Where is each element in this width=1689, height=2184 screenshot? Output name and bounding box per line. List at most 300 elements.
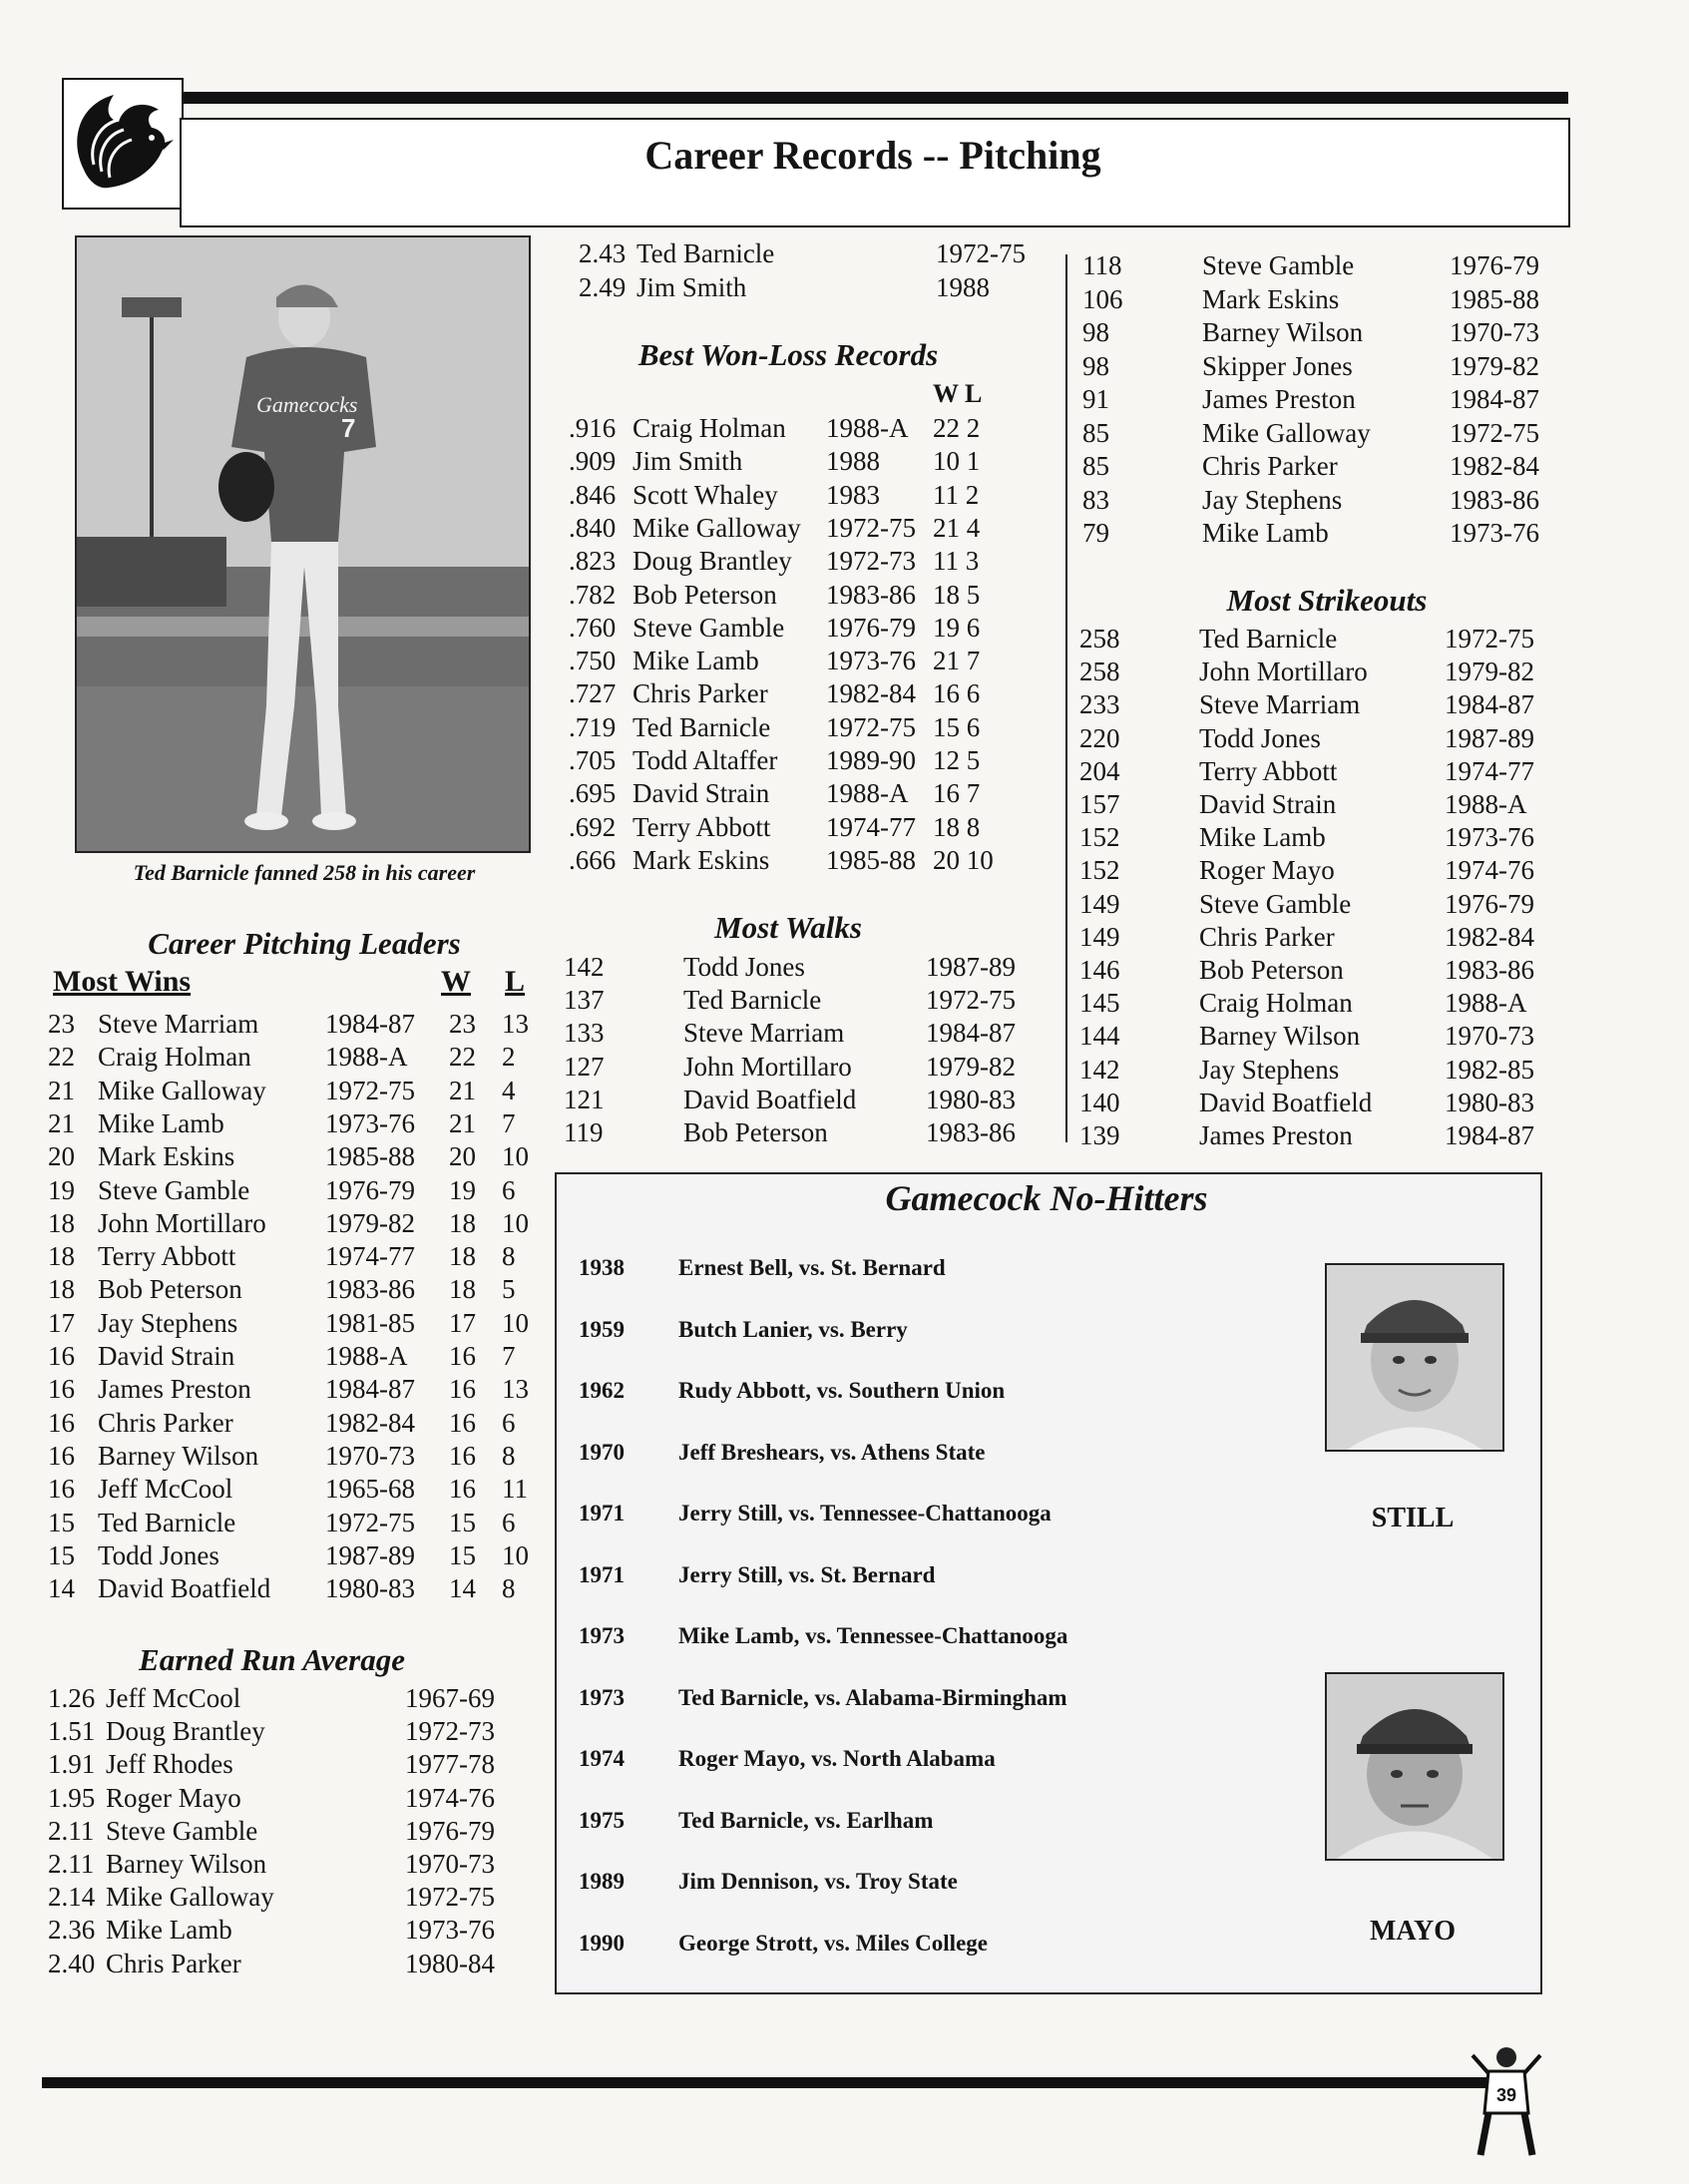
- wins-count: 18: [48, 1207, 75, 1238]
- player-years: 1983-86: [926, 1117, 1016, 1147]
- player-years: 1987-89: [926, 952, 1016, 982]
- player-years: 1987-89: [1445, 722, 1534, 753]
- player-name: Bob Peterson: [1199, 955, 1344, 985]
- strikeouts-count: 146: [1079, 955, 1120, 985]
- player-years: 1972-75: [1450, 417, 1539, 448]
- still-portrait: [1327, 1265, 1502, 1450]
- no-hitter-game: Ernest Bell, vs. St. Bernard: [678, 1255, 946, 1280]
- walks-count: 133: [564, 1018, 605, 1049]
- player-name: David Strain: [633, 778, 770, 809]
- player-name: Skipper Jones: [1202, 350, 1353, 381]
- player-years: 1987-89: [325, 1539, 415, 1570]
- player-name: Craig Holman: [98, 1042, 251, 1073]
- walks-count: 137: [564, 985, 605, 1016]
- losses-value: 8: [502, 1241, 516, 1272]
- no-hitter-year: 1990: [579, 1930, 625, 1956]
- losses-value: 10: [502, 1207, 529, 1238]
- player-years: 1972-73: [405, 1716, 495, 1747]
- wins-value: 14: [449, 1573, 476, 1604]
- player-name: Steve Marriam: [1199, 689, 1361, 720]
- era-value: 1.51: [48, 1716, 96, 1747]
- player-name: Ted Barnicle: [98, 1507, 236, 1537]
- player-name: Chris Parker: [98, 1407, 233, 1438]
- mayo-photo-label: MAYO: [1369, 1916, 1457, 1947]
- player-name: Ted Barnicle: [636, 238, 775, 268]
- won-loss-value: 11 2: [933, 479, 980, 510]
- no-hitter-game: Jeff Breshears, vs. Athens State: [678, 1439, 986, 1465]
- win-pct: .750: [569, 646, 617, 676]
- player-years: 1988-A: [1445, 789, 1527, 819]
- wins-count: 22: [48, 1042, 75, 1073]
- jersey-number: 7: [341, 413, 356, 443]
- player-years: 1973-76: [826, 646, 916, 676]
- still-photo-label: STILL: [1371, 1503, 1455, 1533]
- won-loss-value: 21 4: [933, 512, 981, 543]
- losses-value: 6: [502, 1174, 516, 1205]
- player-years: 1979-82: [1445, 656, 1534, 687]
- page-title: Career Records -- Pitching: [644, 133, 1101, 178]
- win-pct: .782: [569, 579, 617, 610]
- player-years: 1972-75: [826, 512, 916, 543]
- wins-value: 17: [449, 1307, 476, 1338]
- player-years: 1984-87: [1445, 689, 1534, 720]
- player-name: Steve Marriam: [683, 1018, 845, 1049]
- losses-value: 13: [502, 1009, 529, 1039]
- wins-count: 23: [48, 1009, 75, 1039]
- player-name: Roger Mayo: [106, 1782, 241, 1813]
- wins-value: 16: [449, 1341, 476, 1371]
- player-name: James Preston: [1202, 384, 1356, 414]
- player-name: Mike Galloway: [633, 512, 801, 543]
- player-years: 1973-76: [325, 1107, 415, 1138]
- win-pct: .823: [569, 546, 617, 577]
- player-name: Mike Lamb: [633, 646, 759, 676]
- player-name: Mike Lamb: [1202, 518, 1329, 548]
- player-name: Roger Mayo: [1199, 855, 1335, 886]
- player-name: Mike Lamb: [1199, 822, 1326, 853]
- walks-count: 79: [1082, 518, 1109, 548]
- won-loss-value: 21 7: [933, 646, 981, 676]
- player-name: Jay Stephens: [98, 1307, 238, 1338]
- won-loss-value: 19 6: [933, 612, 981, 643]
- gamecock-logo: [62, 78, 184, 210]
- player-years: 1985-88: [325, 1141, 415, 1172]
- player-name: Chris Parker: [106, 1948, 241, 1978]
- player-years: 1984-87: [325, 1374, 415, 1405]
- era-value: 2.40: [48, 1948, 96, 1978]
- player-years: 1983: [826, 479, 880, 510]
- player-name: Todd Jones: [98, 1539, 219, 1570]
- player-name: Steve Marriam: [98, 1009, 259, 1039]
- player-years: 1973-76: [405, 1915, 495, 1946]
- player-name: Steve Gamble: [1202, 250, 1355, 280]
- player-name: John Mortillaro: [1199, 656, 1368, 687]
- still-photo: [1325, 1263, 1504, 1452]
- player-years: 1983-86: [325, 1274, 415, 1305]
- player-name: Ted Barnicle: [1199, 624, 1338, 654]
- wins-count: 16: [48, 1341, 75, 1371]
- mayo-portrait: [1327, 1674, 1502, 1859]
- player-years: 1972-73: [826, 546, 916, 577]
- era-value: 2.49: [579, 272, 627, 302]
- win-pct: .692: [569, 811, 617, 842]
- era-value: 1.26: [48, 1683, 96, 1713]
- strikeouts-count: 157: [1079, 789, 1120, 819]
- player-years: 1972-75: [325, 1507, 415, 1537]
- no-hitter-game: George Strott, vs. Miles College: [678, 1930, 988, 1956]
- player-years: 1979-82: [1450, 350, 1539, 381]
- wins-value: 18: [449, 1207, 476, 1238]
- player-years: 1972-75: [826, 711, 916, 742]
- player-name: Doug Brantley: [633, 546, 792, 577]
- walks-count: 127: [564, 1051, 605, 1082]
- won-loss-value: 12 5: [933, 745, 981, 775]
- wins-value: 20: [449, 1141, 476, 1172]
- batter-icon: [1467, 2043, 1546, 2163]
- losses-value: 4: [502, 1075, 516, 1105]
- era-title: Earned Run Average: [139, 1642, 405, 1677]
- no-hitter-game: Roger Mayo, vs. North Alabama: [678, 1746, 996, 1771]
- walks-count: 118: [1082, 250, 1122, 280]
- wins-count: 16: [48, 1440, 75, 1471]
- wins-count: 21: [48, 1075, 75, 1105]
- player-name: Todd Jones: [1199, 722, 1321, 753]
- player-years: 1980-83: [1445, 1087, 1534, 1117]
- player-years: 1974-77: [1445, 755, 1534, 786]
- win-pct: .705: [569, 745, 617, 775]
- strikeouts-count: 149: [1079, 921, 1120, 952]
- player-years: 1976-79: [1450, 250, 1539, 280]
- won-loss-value: 18 8: [933, 811, 981, 842]
- player-name: David Boatfield: [683, 1084, 857, 1114]
- player-name: Terry Abbott: [98, 1241, 236, 1272]
- losses-value: 5: [502, 1274, 516, 1305]
- player-name: Steve Gamble: [98, 1174, 250, 1205]
- won-loss-title: Best Won-Loss Records: [637, 337, 939, 372]
- player-years: 1965-68: [325, 1474, 415, 1505]
- strikeouts-count: 204: [1079, 755, 1120, 786]
- wins-count: 20: [48, 1141, 75, 1172]
- player-name: Barney Wilson: [98, 1440, 259, 1471]
- no-hitter-year: 1974: [579, 1746, 625, 1771]
- bottom-rule: [42, 2077, 1488, 2088]
- strikeouts-count: 152: [1079, 855, 1120, 886]
- no-hitter-year: 1975: [579, 1807, 625, 1833]
- player-name: Mark Eskins: [633, 844, 770, 875]
- losses-value: 7: [502, 1341, 516, 1371]
- player-years: 1970-73: [1445, 1021, 1534, 1052]
- wins-count: 21: [48, 1107, 75, 1138]
- player-name: Jim Smith: [633, 446, 743, 477]
- jersey-text: Gamecocks: [256, 392, 358, 417]
- player-years: 1982-84: [1445, 921, 1534, 952]
- walks-count: 98: [1082, 350, 1109, 381]
- era-value: 1.91: [48, 1749, 96, 1780]
- player-name: Todd Altaffer: [633, 745, 778, 775]
- player-years: 1980-84: [405, 1948, 495, 1978]
- wins-value: 18: [449, 1274, 476, 1305]
- no-hitter-year: 1938: [579, 1255, 625, 1280]
- top-rule: [180, 92, 1568, 104]
- wins-value: 21: [449, 1107, 476, 1138]
- wins-value: 21: [449, 1075, 476, 1105]
- player-years: 1984-87: [325, 1009, 415, 1039]
- player-years: 1970-73: [1450, 317, 1539, 347]
- player-name: David Boatfield: [1199, 1087, 1373, 1117]
- player-name: Chris Parker: [1202, 451, 1338, 481]
- player-years: 1972-75: [405, 1882, 495, 1913]
- player-years: 1973-76: [1445, 822, 1534, 853]
- no-hitter-year: 1973: [579, 1684, 625, 1710]
- wins-value: 22: [449, 1042, 476, 1073]
- photo-caption: Ted Barnicle fanned 258 in his career: [133, 860, 476, 885]
- player-name: Mike Lamb: [98, 1107, 224, 1138]
- player-years: 1984-87: [1445, 1120, 1534, 1150]
- player-years: 1983-86: [1450, 484, 1539, 515]
- wins-count: 16: [48, 1407, 75, 1438]
- player-years: 1983-86: [1445, 955, 1534, 985]
- player-name: Jeff McCool: [106, 1683, 241, 1713]
- player-name: Jeff Rhodes: [106, 1749, 233, 1780]
- career-leaders-title: Career Pitching Leaders: [148, 926, 461, 961]
- wins-count: 16: [48, 1474, 75, 1505]
- wins-value: 16: [449, 1440, 476, 1471]
- no-hitter-game: Rudy Abbott, vs. Southern Union: [678, 1378, 1006, 1403]
- player-years: 1976-79: [826, 612, 916, 643]
- player-years: 1977-78: [405, 1749, 495, 1780]
- player-years: 1972-75: [926, 985, 1016, 1016]
- player-name: John Mortillaro: [98, 1207, 266, 1238]
- player-name: David Strain: [1199, 789, 1337, 819]
- no-hitter-year: 1973: [579, 1623, 625, 1648]
- player-name: Mike Galloway: [1202, 417, 1371, 448]
- player-years: 1982-84: [1450, 451, 1539, 481]
- player-name: Mike Galloway: [106, 1882, 274, 1913]
- player-name: Craig Holman: [1199, 988, 1353, 1019]
- pitcher-photo-graphic: [77, 237, 529, 851]
- player-years: 1972-75: [1445, 624, 1534, 654]
- player-name: Craig Holman: [633, 413, 786, 443]
- strikeouts-count: 140: [1079, 1087, 1120, 1117]
- wins-value: 16: [449, 1374, 476, 1405]
- column-divider: [1065, 254, 1067, 1142]
- player-name: Steve Gamble: [633, 612, 785, 643]
- mayo-photo: [1325, 1672, 1504, 1861]
- wins-count: 16: [48, 1374, 75, 1405]
- win-pct: .727: [569, 678, 617, 709]
- player-name: Steve Gamble: [1199, 888, 1352, 919]
- player-years: 1970-73: [405, 1849, 495, 1879]
- era-value: 2.36: [48, 1915, 96, 1946]
- wins-count: 17: [48, 1307, 75, 1338]
- losses-value: 8: [502, 1440, 516, 1471]
- losses-value: 10: [502, 1539, 529, 1570]
- walks-count: 91: [1082, 384, 1109, 414]
- player-years: 1973-76: [1450, 518, 1539, 548]
- no-hitter-game: Ted Barnicle, vs. Earlham: [678, 1807, 934, 1833]
- wins-value: 19: [449, 1174, 476, 1205]
- no-hitter-game: Ted Barnicle, vs. Alabama-Birmingham: [678, 1684, 1067, 1710]
- gamecock-icon: [64, 80, 182, 208]
- wins-value: 15: [449, 1507, 476, 1537]
- player-name: Steve Gamble: [106, 1815, 258, 1846]
- player-years: 1976-79: [405, 1815, 495, 1846]
- player-name: Jim Smith: [636, 272, 747, 302]
- player-years: 1988-A: [1445, 988, 1527, 1019]
- player-years: 1974-76: [405, 1782, 495, 1813]
- player-years: 1967-69: [405, 1683, 495, 1713]
- won-loss-value: 22 2: [933, 413, 981, 443]
- player-years: 1979-82: [325, 1207, 415, 1238]
- wins-value: 23: [449, 1009, 476, 1039]
- strikeouts-count: 220: [1079, 722, 1120, 753]
- player-name: Scott Whaley: [633, 479, 778, 510]
- strikeouts-count: 152: [1079, 822, 1120, 853]
- won-loss-value: 18 5: [933, 579, 981, 610]
- player-years: 1979-82: [926, 1051, 1016, 1082]
- player-years: 1972-75: [325, 1075, 415, 1105]
- wins-count: 18: [48, 1241, 75, 1272]
- player-name: Bob Peterson: [98, 1274, 242, 1305]
- wins-count: 18: [48, 1274, 75, 1305]
- era-value: 1.95: [48, 1782, 96, 1813]
- no-hitter-game: Jerry Still, vs. St. Bernard: [678, 1561, 936, 1587]
- player-name: Doug Brantley: [106, 1716, 265, 1747]
- strikeouts-count: 139: [1079, 1120, 1120, 1150]
- walks-count: 98: [1082, 317, 1109, 347]
- walks-count: 119: [564, 1117, 604, 1147]
- no-hitter-year: 1962: [579, 1378, 625, 1403]
- player-years: 1988-A: [325, 1042, 408, 1073]
- win-pct: .695: [569, 778, 617, 809]
- player-name: James Preston: [98, 1374, 251, 1405]
- player-years: 1981-85: [325, 1307, 415, 1338]
- wins-count: 15: [48, 1507, 75, 1537]
- player-name: Jeff McCool: [98, 1474, 233, 1505]
- player-name: Mark Eskins: [1202, 283, 1340, 314]
- walks-count: 142: [564, 952, 605, 982]
- no-hitter-game: Butch Lanier, vs. Berry: [678, 1316, 908, 1342]
- player-years: 1976-79: [1445, 888, 1534, 919]
- player-years: 1983-86: [826, 579, 916, 610]
- losses-value: 6: [502, 1407, 516, 1438]
- won-loss-value: 10 1: [933, 446, 981, 477]
- player-years: 1970-73: [325, 1440, 415, 1471]
- era-value: 2.11: [48, 1815, 95, 1846]
- player-years: 1988-A: [325, 1341, 408, 1371]
- player-name: Bob Peterson: [633, 579, 777, 610]
- losses-value: 7: [502, 1107, 516, 1138]
- player-name: Chris Parker: [633, 678, 768, 709]
- strikeouts-count: 144: [1079, 1021, 1120, 1052]
- player-years: 1988: [826, 446, 880, 477]
- win-pct: .846: [569, 479, 617, 510]
- losses-value: 6: [502, 1507, 516, 1537]
- losses-value: 13: [502, 1374, 529, 1405]
- win-pct: .909: [569, 446, 617, 477]
- player-years: 1989-90: [826, 745, 916, 775]
- era-value: 2.14: [48, 1882, 96, 1913]
- page-number: 39: [1495, 2085, 1517, 2105]
- most-walks-title: Most Walks: [714, 910, 862, 945]
- player-name: Mike Lamb: [106, 1915, 232, 1946]
- strikeouts-count: 145: [1079, 988, 1120, 1019]
- no-hitter-year: 1971: [579, 1501, 625, 1526]
- strikeouts-count: 258: [1079, 624, 1120, 654]
- no-hitter-year: 1971: [579, 1561, 625, 1587]
- player-years: 1985-88: [826, 844, 916, 875]
- player-years: 1980-83: [926, 1084, 1016, 1114]
- won-loss-value: 16 7: [933, 778, 981, 809]
- player-name: Chris Parker: [1199, 921, 1335, 952]
- win-pct: .916: [569, 413, 617, 443]
- player-name: Jay Stephens: [1202, 484, 1343, 515]
- wins-value: 16: [449, 1407, 476, 1438]
- player-name: Bob Peterson: [683, 1117, 828, 1147]
- strikeouts-count: 142: [1079, 1054, 1120, 1085]
- no-hitters-title: Gamecock No-Hitters: [885, 1178, 1208, 1218]
- no-hitter-year: 1959: [579, 1316, 625, 1342]
- won-loss-value: 20 10: [933, 844, 994, 875]
- losses-value: 10: [502, 1141, 529, 1172]
- player-name: Todd Jones: [683, 952, 805, 982]
- era-value: 2.11: [48, 1849, 95, 1879]
- pitcher-photo: [75, 235, 531, 853]
- player-years: 1982-85: [1445, 1054, 1534, 1085]
- player-name: David Strain: [98, 1341, 235, 1371]
- player-years: 1976-79: [325, 1174, 415, 1205]
- losses-value: 10: [502, 1307, 529, 1338]
- player-name: Terry Abbott: [633, 811, 771, 842]
- won-loss-value: 16 6: [933, 678, 981, 709]
- no-hitter-year: 1989: [579, 1869, 625, 1894]
- wins-count: 19: [48, 1174, 75, 1205]
- most-wins-subtitle: Most Wins: [53, 965, 192, 998]
- player-name: David Boatfield: [98, 1573, 271, 1604]
- player-years: 1974-77: [826, 811, 916, 842]
- walks-count: 106: [1082, 283, 1123, 314]
- most-strikeouts-title: Most Strikeouts: [1226, 583, 1428, 618]
- no-hitter-game: Mike Lamb, vs. Tennessee-Chattanooga: [678, 1623, 1068, 1648]
- win-pct: .840: [569, 512, 617, 543]
- wins-value: 18: [449, 1241, 476, 1272]
- wins-count: 14: [48, 1573, 75, 1604]
- player-years: 1988-A: [826, 413, 909, 443]
- player-name: Barney Wilson: [1202, 317, 1364, 347]
- player-years: 1980-83: [325, 1573, 415, 1604]
- player-name: James Preston: [1199, 1120, 1353, 1150]
- player-name: Mike Galloway: [98, 1075, 266, 1105]
- wins-col-l: L: [505, 965, 526, 998]
- player-name: John Mortillaro: [683, 1051, 852, 1082]
- player-years: 1982-84: [325, 1407, 415, 1438]
- page-number-graphic: [1467, 2043, 1546, 2163]
- no-hitter-year: 1970: [579, 1439, 625, 1465]
- era-value: 2.43: [579, 238, 627, 268]
- player-years: 1984-87: [1450, 384, 1539, 414]
- win-pct: .666: [569, 844, 617, 875]
- player-name: Barney Wilson: [106, 1849, 267, 1879]
- player-name: Mark Eskins: [98, 1141, 235, 1172]
- player-years: 1982-84: [826, 678, 916, 709]
- walks-count: 85: [1082, 451, 1109, 481]
- losses-value: 11: [502, 1474, 528, 1505]
- no-hitter-game: Jim Dennison, vs. Troy State: [678, 1869, 958, 1894]
- walks-count: 85: [1082, 417, 1109, 448]
- player-name: Ted Barnicle: [683, 985, 822, 1016]
- player-years: 1984-87: [926, 1018, 1016, 1049]
- win-pct: .760: [569, 612, 617, 643]
